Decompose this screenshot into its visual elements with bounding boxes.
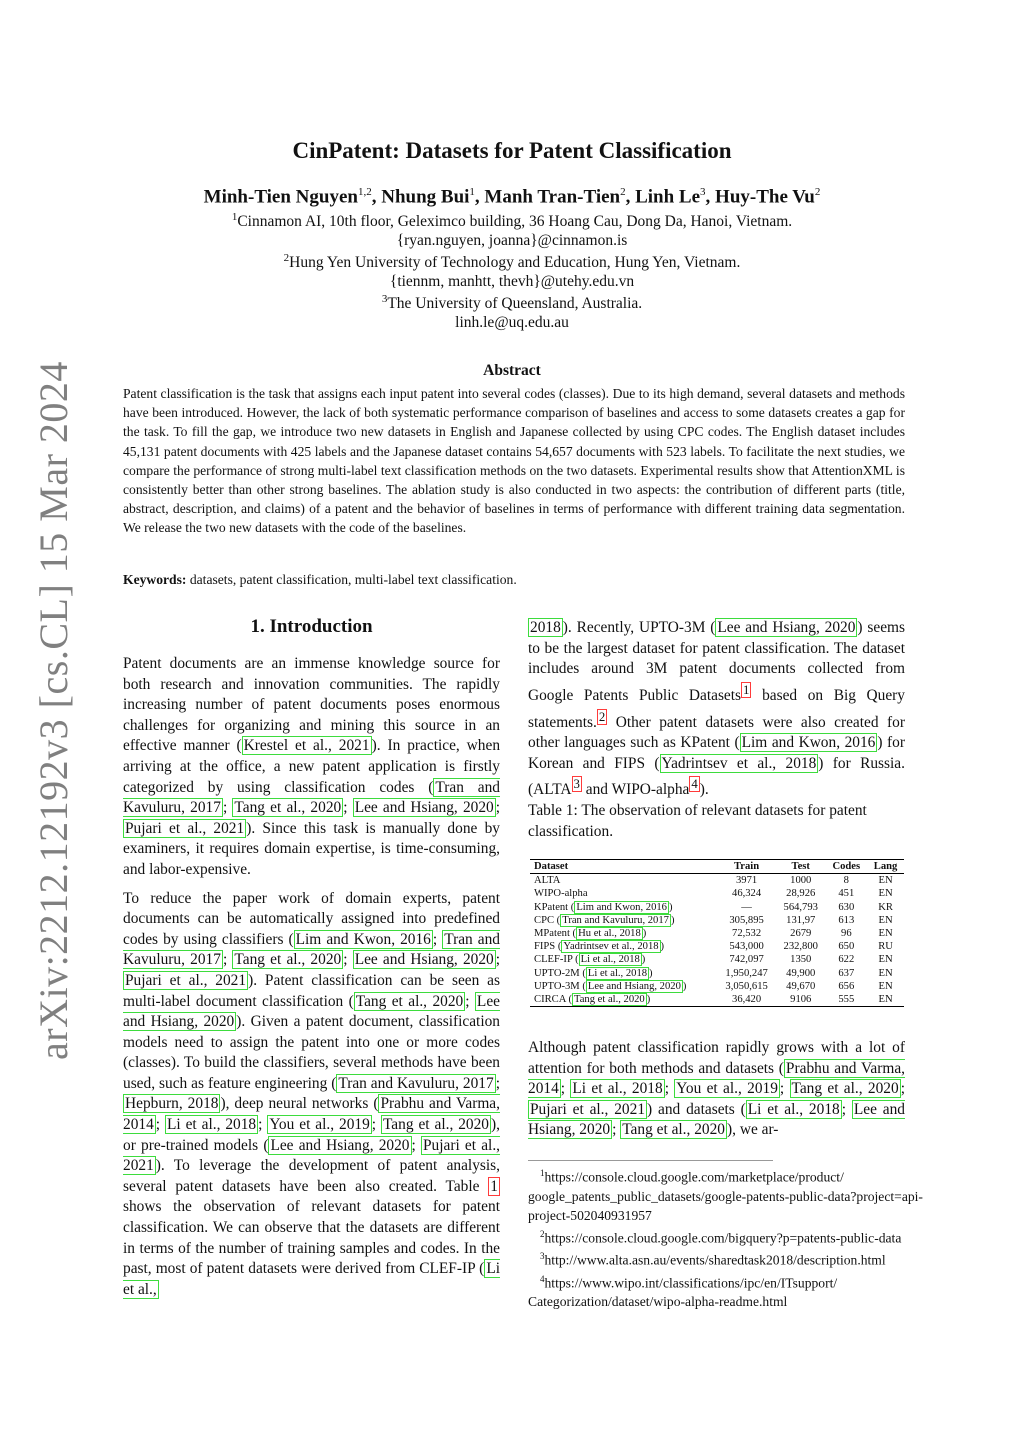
footnote bbox=[528, 1247, 948, 1270]
separator: ; bbox=[560, 1080, 571, 1098]
paragraph bbox=[528, 1038, 905, 1141]
email-2: {tiennm, manhtt, thevh}@utehy.edu.vn bbox=[389, 273, 635, 290]
citation-link[interactable]: Lee and Hsiang, 2020 bbox=[587, 980, 681, 992]
text-run: Other patent datasets were also created for other languages such as KPatent ( bbox=[528, 713, 905, 752]
test-count: 564,793 bbox=[783, 901, 818, 913]
affiliation-1 bbox=[0, 211, 1024, 231]
footnote-link[interactable]: 3 bbox=[573, 777, 580, 792]
test-count: 49,670 bbox=[786, 980, 816, 992]
dataset-name: KPatent bbox=[534, 901, 569, 913]
text-run: Patent documents are an immense knowledge source for both research and innovation communities. The rapidly increasing number of patent documents poses enormous challenges for organizing and mining this source in an effective manner ( bbox=[123, 655, 500, 755]
arxiv-identifier: arXiv:2212.12192v3 [cs.CL] 15 Mar 2024 bbox=[31, 361, 76, 1060]
affiliation-text: Hung Yen University of Technology and Education, Hung Yen, Vietnam. bbox=[289, 254, 741, 272]
separator: ; bbox=[371, 1116, 381, 1134]
affiliation-text: Cinnamon AI, 10th floor, Geleximco building, 36 Hoang Cau, Dong Da, Hanoi, Vietnam. bbox=[237, 213, 793, 231]
keywords bbox=[123, 572, 905, 588]
footnote-url[interactable]: http://www.alta.asn.au/events/sharedtask2018/description.html bbox=[544, 1252, 886, 1268]
dataset-name: MPatent bbox=[534, 928, 570, 940]
footnotes bbox=[528, 1164, 948, 1311]
separator: ; bbox=[495, 799, 501, 817]
test-count: 131,97 bbox=[786, 914, 816, 926]
paper-title: CinPatent: Datasets for Patent Classification bbox=[292, 138, 732, 163]
dataset-name: UPTO-2M bbox=[534, 967, 580, 979]
text-run: based on Big Query statements. bbox=[528, 686, 905, 731]
author-name: Nhung Bui bbox=[381, 186, 470, 208]
language-code: EN bbox=[878, 888, 893, 900]
footnote-number: 1 bbox=[540, 1168, 545, 1178]
email-1: {ryan.nguyen, joanna}@cinnamon.is bbox=[396, 232, 628, 249]
citation-link[interactable]: Lim and Kwon, 2016 bbox=[741, 734, 876, 752]
citation-link[interactable]: You et al., 2019 bbox=[676, 1080, 778, 1098]
separator: ; bbox=[222, 799, 233, 817]
separator: ; bbox=[465, 992, 475, 1010]
codes-count: 451 bbox=[838, 888, 855, 900]
affiliation-mark: 2 bbox=[283, 252, 290, 264]
language-code: EN bbox=[878, 914, 893, 926]
text-run: ). Recently, UPTO-3M ( bbox=[562, 619, 716, 636]
affiliation-2 bbox=[0, 252, 1024, 272]
train-count: 3971 bbox=[736, 875, 758, 887]
citation-link[interactable]: Tran and Kavuluru, 2017 bbox=[338, 1074, 494, 1092]
paragraph bbox=[528, 618, 905, 801]
author-list: Minh-Tien Nguyen$^{1,2}$, Nhung Bui$^1$, Manh Tran-Tien$^2$, Linh Le$^3$, Huy-The Vu$^2$ bbox=[203, 186, 821, 208]
footnote-number: 3 bbox=[540, 1251, 545, 1262]
citation-link[interactable]: Lim and Kwon, 2016 bbox=[576, 901, 667, 913]
codes-count: 96 bbox=[841, 928, 852, 940]
datasets-table bbox=[530, 859, 904, 1007]
table-caption: Table 1: The observation of relevant datasets for patent classification. bbox=[528, 802, 867, 840]
separator: ; bbox=[258, 1116, 268, 1134]
table-row bbox=[530, 940, 904, 953]
citation-link[interactable]: Lim and Kwon, 2016 bbox=[295, 930, 431, 948]
train-count: 36,420 bbox=[717, 993, 776, 1007]
test-count: 28,926 bbox=[786, 888, 816, 900]
left-column bbox=[123, 654, 500, 1308]
citation-link[interactable]: Pujari et al., 2021 bbox=[125, 819, 245, 837]
keywords-label: Keywords: bbox=[123, 572, 187, 587]
test-count: 9106 bbox=[776, 993, 826, 1007]
abstract-heading: Abstract bbox=[483, 362, 541, 379]
author-affiliation-mark: 1 bbox=[469, 186, 475, 198]
dataset-cell: CIRCA ( Tang et al., 2020 ) bbox=[530, 993, 717, 1007]
dataset-cell: UPTO-3M ( Lee and Hsiang, 2020 ) bbox=[534, 980, 687, 992]
codes-count: 637 bbox=[838, 967, 855, 979]
abstract-text: Patent classification is the task that assigns each input patent into several codes (classes). Due to its high demand, several datasets and methods have been introduced. However, the lack of both systematic performance comparison of baselines and access to some datasets creates a gap for the task. To fill the gap, we introduce two new datasets in English and Japanese collected by using CPC codes. The English dataset includes 45,131 patent documents with 425 labels and the Japanese dataset contains 54,657 documents with 523 labels. To facilitate the next studies, we compare the performance of strong multi-label text classification methods on the two datasets. Experimental results show that AttentionXML is consistently better than other strong baselines. The ablation study is also conducted in two aspects: the contribution of different parts (title, abstract, description, and claims) of a patent and the behavior of baselines in terms of performance with different training data segmentation. We release the two new datasets with the code of the baselines. bbox=[123, 386, 905, 536]
right-column-top bbox=[528, 618, 905, 809]
separator: ; bbox=[612, 1121, 621, 1139]
table-row bbox=[530, 927, 904, 940]
citation-link[interactable]: Li et al., bbox=[123, 1260, 500, 1298]
text-run: ) seems to be the largest dataset for patent classification. The dataset includes around 3M patent documents collected from Google Patents Public Datasets bbox=[528, 619, 906, 704]
citation-link[interactable]: Tang et al., 2020 bbox=[355, 992, 464, 1010]
text-run: and WIPO-alpha bbox=[581, 781, 690, 799]
citation-link[interactable]: Lee and Hsiang, 2020 bbox=[717, 619, 856, 636]
dataset-name: WIPO-alpha bbox=[534, 888, 588, 900]
author-name: Linh Le bbox=[635, 186, 701, 208]
keywords-text: datasets, patent classification, multi-label text classification. bbox=[189, 572, 517, 587]
dataset-name: CLEF-IP bbox=[534, 954, 573, 966]
affiliation-mark: 3 bbox=[381, 293, 388, 305]
author-affiliation-mark: 3 bbox=[700, 186, 706, 198]
citation-link[interactable]: Hepburn, 2018 bbox=[125, 1095, 219, 1113]
citation-link[interactable]: Prabhu and Varma, 2014 bbox=[528, 1059, 905, 1098]
footnote-divider bbox=[528, 1160, 773, 1161]
text-run: To reduce the paper work of domain experts, patent documents can be automatically assigned into predefined codes by using classifiers ( bbox=[123, 889, 500, 948]
column-header: Train bbox=[717, 860, 776, 874]
train-count: 1,950,247 bbox=[725, 967, 768, 979]
footnote-link[interactable]: 4 bbox=[691, 777, 698, 792]
dataset-cell: KPatent ( Lim and Kwon, 2016 ) bbox=[534, 901, 673, 913]
test-count: 232,800 bbox=[783, 941, 818, 953]
footnote bbox=[528, 1225, 948, 1248]
codes-count: 613 bbox=[838, 914, 855, 926]
citation-link[interactable]: Prabhu and Varma, 2014 bbox=[123, 1095, 500, 1134]
text-run: shows the observation of relevant datasets for patent classification. We can observe that the datasets are different in terms of the number of training samples and codes. In the past, most of patent datasets were derived from CLEF-IP ( bbox=[123, 1198, 500, 1278]
citation-link[interactable]: Tran and Kavuluru, 2017 bbox=[562, 914, 669, 926]
column-header: Codes bbox=[826, 860, 868, 874]
column-header: Lang bbox=[867, 860, 904, 874]
text-run: ). Since this task is manually done by examiners, it requires domain expertise, is time-consuming, and labor-expensive. bbox=[123, 819, 500, 878]
separator: ; bbox=[343, 799, 353, 817]
dataset-name: CPC bbox=[534, 914, 555, 926]
table-body bbox=[530, 874, 904, 1007]
citation-link[interactable]: Lee and Hsiang, 2020 bbox=[528, 1100, 905, 1139]
table-row bbox=[530, 901, 904, 914]
paragraph bbox=[123, 889, 500, 1301]
codes-count: 650 bbox=[838, 941, 855, 953]
citation-link[interactable]: Pujari et al., 2021 bbox=[125, 971, 247, 989]
affiliation-3 bbox=[0, 293, 1024, 313]
dataset-cell: UPTO-2M ( Li et al., 2018 ) bbox=[534, 967, 653, 979]
paragraph bbox=[123, 654, 500, 881]
language-code: KR bbox=[878, 901, 893, 913]
dataset-name: UPTO-3M bbox=[534, 980, 580, 992]
text-run: ), deep neural networks ( bbox=[220, 1095, 379, 1113]
right-column-bottom bbox=[528, 1038, 905, 1149]
codes-count: 630 bbox=[838, 901, 855, 913]
separator: ; bbox=[343, 951, 353, 969]
codes-count: 656 bbox=[838, 980, 855, 992]
text-run: ) for Korean and FIPS ( bbox=[528, 734, 905, 772]
section-heading-introduction: 1. Introduction bbox=[250, 616, 373, 637]
affiliation-mark: 1 bbox=[231, 211, 238, 223]
citation-link[interactable]: Li et al., 2018 bbox=[166, 1116, 257, 1134]
footnote-link[interactable]: 1 bbox=[743, 682, 750, 697]
citation-link[interactable]: Li et al., 2018 bbox=[572, 1080, 663, 1098]
test-count: 1000 bbox=[790, 875, 812, 887]
footnote bbox=[528, 1270, 948, 1312]
author-name: Huy-The Vu bbox=[715, 186, 815, 208]
footnote bbox=[528, 1164, 948, 1225]
text-run: ). bbox=[699, 781, 709, 799]
citation-link[interactable]: Tang et al., 2020 bbox=[234, 951, 342, 969]
train-count: 305,895 bbox=[729, 914, 764, 926]
citation-link[interactable]: Tang et al., 2020 bbox=[573, 994, 645, 1006]
text-run: ). In practice, when arriving at the office, a new patent application is firstly categorized by using classification codes ( bbox=[123, 737, 501, 796]
dataset-name: FIPS bbox=[534, 941, 556, 953]
citation-link[interactable]: Lee and Hsiang, 2020 bbox=[123, 992, 500, 1031]
language-code: EN bbox=[878, 875, 893, 887]
affiliation-text: The University of Queensland, Australia. bbox=[387, 295, 643, 313]
separator: ; bbox=[664, 1080, 675, 1098]
column-header: Test bbox=[776, 860, 826, 874]
language-code: RU bbox=[878, 941, 893, 953]
separator: ; bbox=[411, 1136, 421, 1154]
author-affiliation-mark: 1,2 bbox=[357, 186, 372, 198]
language-code: EN bbox=[878, 967, 893, 979]
citation-link[interactable]: Lee and Hsiang, 2020 bbox=[270, 1136, 410, 1154]
train-count: 742,097 bbox=[729, 954, 764, 966]
dataset-name: ALTA bbox=[534, 875, 561, 887]
text-run: ) for Russia. (ALTA bbox=[528, 754, 905, 799]
separator: ; bbox=[495, 951, 501, 969]
dataset-cell: MPatent ( Hu et al., 2018 ) bbox=[534, 928, 647, 940]
text-run: ) and datasets ( bbox=[647, 1100, 746, 1118]
language-code: EN bbox=[878, 980, 893, 992]
separator: ; bbox=[495, 1074, 500, 1092]
test-count: 2679 bbox=[790, 928, 812, 940]
citation-link[interactable]: Lee and Hsiang, 2020 bbox=[354, 951, 494, 969]
author-affiliation-mark: 2 bbox=[620, 186, 626, 198]
footnote-url[interactable]: https://console.cloud.google.com/bigquery?p=patents-public-data bbox=[544, 1230, 902, 1246]
train-count: 543,000 bbox=[729, 941, 764, 953]
dataset-cell: FIPS ( Yadrintsev et al., 2018 ) bbox=[534, 941, 665, 953]
codes-count: 622 bbox=[838, 954, 855, 966]
citation-link[interactable]: Pujari et al., 2021 bbox=[123, 1136, 501, 1175]
citation-link[interactable]: Pujari et al., 2021 bbox=[530, 1100, 646, 1118]
footnote-url[interactable]: https://www.wipo.int/classifications/ipc/en/ITsupport/ Categorization/dataset/wipo-alpha-readme.html bbox=[528, 1275, 838, 1310]
language-code: EN bbox=[878, 954, 893, 966]
dataset-cell: CPC ( Tran and Kavuluru, 2017 ) bbox=[534, 914, 675, 926]
test-count: 49,900 bbox=[786, 967, 816, 979]
train-count: 46,324 bbox=[732, 888, 762, 900]
dataset-cell bbox=[530, 887, 717, 900]
citation-link[interactable]: Krestel et al., 2021 bbox=[243, 737, 370, 755]
citation-link[interactable]: Hu et al., 2018 bbox=[578, 928, 641, 940]
citation-link[interactable]: Tang et al., 2020 bbox=[234, 799, 342, 817]
table-row bbox=[530, 993, 904, 1007]
author-affiliation-mark: 2 bbox=[814, 186, 821, 198]
separator: ; bbox=[841, 1100, 852, 1118]
footnote-number: 2 bbox=[540, 1228, 545, 1239]
codes-count: 8 bbox=[843, 875, 849, 887]
author-name: Manh Tran-Tien bbox=[484, 186, 621, 208]
text-run: Although patent classification rapidly grows with a lot of attention for both methods and datasets ( bbox=[528, 1039, 905, 1077]
table-row bbox=[530, 953, 904, 966]
table-reference-link[interactable]: 1 bbox=[490, 1177, 498, 1195]
footnote-url[interactable]: https://console.cloud.google.com/marketplace/product/ google_patents_public_datasets/google-patents-public-data?project=api-project-502040931957 bbox=[528, 1169, 923, 1223]
citation-link[interactable]: Lee and Hsiang, 2020 bbox=[354, 799, 494, 817]
text-run: ). Patent classification can be seen as multi-label document classification ( bbox=[123, 971, 501, 1010]
table-row bbox=[530, 874, 904, 888]
test-count: 1350 bbox=[790, 954, 812, 966]
table-row bbox=[530, 980, 904, 993]
email-3: linh.le@uq.edu.au bbox=[455, 314, 569, 331]
citation-link[interactable]: Tang et al., 2020 bbox=[382, 1116, 490, 1134]
text-run: ), we ar- bbox=[727, 1121, 779, 1139]
separator: ; bbox=[155, 1116, 165, 1134]
footnote-link[interactable]: 2 bbox=[598, 709, 606, 724]
codes-count: 555 bbox=[826, 993, 868, 1007]
footnote-number: 4 bbox=[540, 1273, 545, 1284]
language-code: EN bbox=[867, 993, 904, 1007]
table-row bbox=[530, 967, 904, 980]
citation-link[interactable]: Li et al., 2018 bbox=[747, 1100, 840, 1118]
citation-link[interactable]: Li et al., 2018 bbox=[580, 954, 640, 966]
train-count: 72,532 bbox=[732, 928, 762, 940]
text-run: ). To leverage the development of patent analysis, several patent datasets have been also created. Table bbox=[123, 1157, 500, 1195]
citation-link[interactable]: Li et al., 2018 bbox=[587, 967, 648, 979]
citation-link[interactable]: Yadrintsev et al., 2018 bbox=[661, 754, 817, 772]
table-row bbox=[530, 887, 904, 900]
author-name: Minh-Tien Nguyen bbox=[203, 186, 358, 208]
table-row bbox=[530, 914, 904, 927]
citation-link[interactable]: 2018 bbox=[530, 619, 561, 636]
citation-link[interactable]: Tang et al., 2020 bbox=[791, 1080, 899, 1098]
dataset-cell bbox=[530, 874, 717, 888]
text-run: ), or pre-trained models ( bbox=[123, 1116, 500, 1154]
train-count: 3,050,615 bbox=[725, 980, 768, 992]
separator: ; bbox=[779, 1080, 790, 1098]
column-header: Dataset bbox=[530, 860, 717, 874]
table-header-row bbox=[530, 860, 904, 874]
language-code: EN bbox=[878, 928, 893, 940]
separator: ; bbox=[900, 1080, 905, 1098]
text-run: ). Given a patent document, classification models need to assign the patent into one or more codes (classes). To build the classifiers, several methods have been used, such as feature engineering ( bbox=[123, 1013, 500, 1092]
citation-link[interactable]: Tang et al., 2020 bbox=[622, 1121, 726, 1139]
separator: ; bbox=[222, 951, 233, 969]
dataset-name: CIRCA bbox=[534, 994, 566, 1006]
citation-link[interactable]: Tran and Kavuluru, 2017 bbox=[123, 778, 500, 817]
separator: ; bbox=[432, 930, 443, 948]
train-count: — bbox=[741, 901, 752, 913]
citation-link[interactable]: You et al., 2019 bbox=[269, 1116, 370, 1134]
citation-link[interactable]: Tran and Kavuluru, 2017 bbox=[123, 930, 500, 969]
dataset-cell: CLEF-IP ( Li et al., 2018 ) bbox=[534, 954, 646, 966]
citation-link[interactable]: Yadrintsev et al., 2018 bbox=[563, 941, 659, 953]
